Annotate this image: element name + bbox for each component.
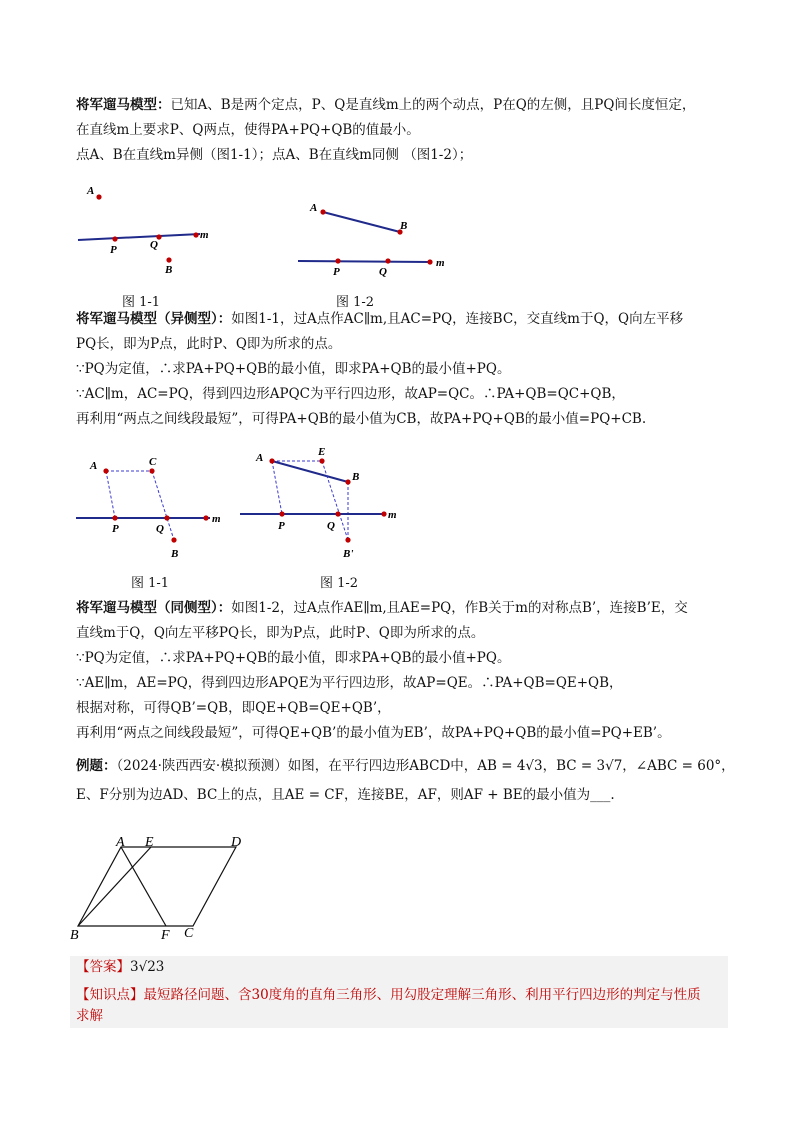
svg-text:P: P xyxy=(278,520,285,532)
figure-parallelogram xyxy=(66,832,266,947)
section2-line-4: ∵AE∥m，AE=PQ，得到四边形APQE为平行四边形，故AP=QE。∴PA+QB=QE+QB， xyxy=(76,675,623,691)
section2-heading: 将军遛马模型（同侧型）： xyxy=(76,600,232,616)
intro-line-3: 点A、B在直线m异侧（图1-1）；点A、B在直线m同侧 （图1-2）； xyxy=(76,147,473,163)
svg-text:F: F xyxy=(161,928,170,943)
intro-text-1: 已知A、B是两个定点，P、Q是直线m上的两个动点，P在Q的左侧，且PQ间长度恒定， xyxy=(170,97,696,113)
svg-text:B: B xyxy=(70,928,79,943)
svg-text:B': B' xyxy=(343,548,354,560)
caption-top-1-1: 图 1-1 xyxy=(122,295,161,310)
figure-top-1-1 xyxy=(70,180,230,280)
svg-text:m: m xyxy=(388,509,397,521)
intro-heading: 将军遛马模型： xyxy=(76,97,171,113)
svg-text:B: B xyxy=(400,220,408,232)
section2-text-1: 如图1-2，过A点作AE∥m,且AE=PQ，作B关于m的对称点B’，连接B’E，交 xyxy=(231,600,688,616)
section2-line-2: 直线m于Q，Q向左平移PQ长，即为P点，此时P、Q即为所求的点。 xyxy=(76,625,485,641)
example-text-1: （2024·陕西西安·模拟预测）如图，在平行四边形ABCD中，AB = 4√3，BC = 3√7，∠ABC = 60°， xyxy=(116,758,735,774)
svg-text:A: A xyxy=(90,460,98,472)
svg-text:B: B xyxy=(352,471,360,483)
intro-line-1 xyxy=(76,96,695,114)
example-line-2: E、F分别为边AD、BC上的点，且AE = CF，连接BE，AF，则AF + BE的最小值为___. xyxy=(76,787,615,803)
svg-text:Q: Q xyxy=(156,523,164,535)
caption-mid-1-2: 图 1-2 xyxy=(320,576,359,591)
svg-text:C: C xyxy=(184,926,194,941)
svg-text:m: m xyxy=(436,257,445,269)
section1-line-1 xyxy=(76,310,683,328)
svg-text:A: A xyxy=(116,835,125,850)
svg-text:P: P xyxy=(333,266,340,278)
section1-line-5: 再利用“两点之间线段最短”，可得PA+QB的最小值为CB，故PA+PQ+QB的最小值=PQ+CB. xyxy=(76,411,647,427)
answer-label: 【答案】 xyxy=(76,959,130,975)
section1-line-4: ∵AC∥m，AC=PQ，得到四边形APQC为平行四边形，故AP=QC。∴PA+QB=QC+QB， xyxy=(76,386,625,402)
caption-top-1-2: 图 1-2 xyxy=(336,295,375,310)
svg-text:P: P xyxy=(110,244,117,256)
section1-text-1: 如图1-1，过A点作AC∥m,且AC=PQ，连接BC，交直线m于Q，Q向左平移 xyxy=(231,311,684,327)
svg-text:C: C xyxy=(149,456,157,468)
section2-line-3: ∵PQ为定值，∴求PA+PQ+QB的最小值，即求PA+QB的最小值+PQ。 xyxy=(76,650,511,666)
example-line-1 xyxy=(76,757,735,775)
svg-text:B: B xyxy=(165,264,173,276)
knowledge-point-label: 【知识点】 xyxy=(76,987,144,1003)
svg-text:Q: Q xyxy=(379,266,387,278)
knowledge-point-line-1 xyxy=(76,985,701,1005)
answer-line xyxy=(76,957,164,977)
example-heading: 例题： xyxy=(76,758,117,774)
svg-text:B: B xyxy=(171,548,179,560)
svg-text:E: E xyxy=(145,835,154,850)
answer-box xyxy=(70,956,728,1028)
intro-line-2: 在直线m上要求P、Q两点，使得PA+PQ+QB的值最小。 xyxy=(76,122,420,138)
figure-top-1-2 xyxy=(290,195,460,285)
section2-line-5: 根据对称，可得QB’=QB，即QE+QB=QE+QB’， xyxy=(76,700,391,716)
knowledge-point-text-2: 求解 xyxy=(76,1008,103,1024)
figure-mid-1-2 xyxy=(232,443,412,568)
svg-text:Q: Q xyxy=(327,520,335,532)
section1-line-3: ∵PQ为定值，∴求PA+PQ+QB的最小值，即求PA+QB的最小值+PQ。 xyxy=(76,361,511,377)
svg-text:Q: Q xyxy=(150,239,158,251)
svg-text:m: m xyxy=(200,229,209,241)
section1-line-2: PQ长，即为P点，此时P、Q即为所求的点。 xyxy=(76,336,342,352)
svg-text:D: D xyxy=(231,835,242,850)
answer-value: 3√23 xyxy=(130,959,165,975)
section2-line-1 xyxy=(76,599,688,617)
svg-text:A: A xyxy=(87,185,95,197)
figure-mid-1-1 xyxy=(70,450,230,565)
svg-text:P: P xyxy=(112,523,119,535)
svg-text:E: E xyxy=(318,446,326,458)
section2-line-6: 再利用“两点之间线段最短”，可得QE+QB’的最小值为EB’，故PA+PQ+QB的最小值=PQ+EB’。 xyxy=(76,725,671,741)
section1-heading: 将军遛马模型（异侧型）： xyxy=(76,311,232,327)
svg-text:m: m xyxy=(212,513,221,525)
svg-text:A: A xyxy=(310,202,318,214)
caption-mid-1-1: 图 1-1 xyxy=(131,576,170,591)
svg-text:A: A xyxy=(256,452,264,464)
knowledge-point-text-1: 最短路径问题、含30度角的直角三角形、用勾股定理解三角形、利用平行四边形的判定与性质 xyxy=(143,987,701,1003)
